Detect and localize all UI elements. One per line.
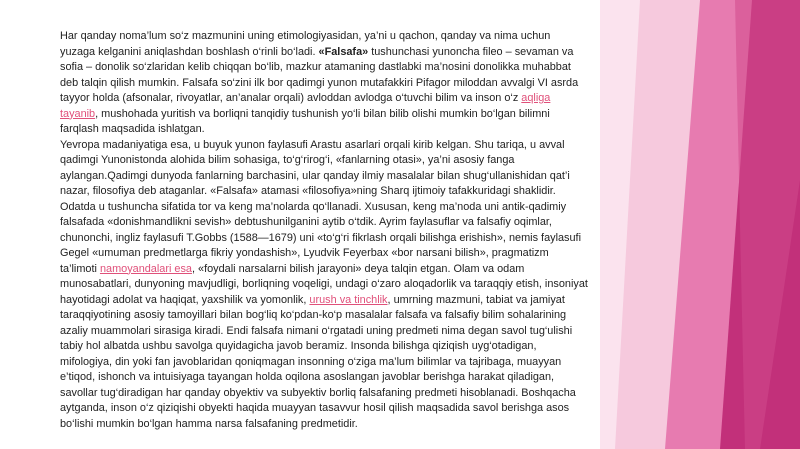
falsafa-term-bold: «Falsafa» xyxy=(318,45,369,58)
link-namoyandalari-esa[interactable]: namoyandalari esa xyxy=(99,262,192,275)
paragraph-2 xyxy=(60,138,588,433)
paragraph-2-part-2: , «foydali narsalarni bilish jarayoni» deya talqin etgan. Olam va odam munosabatlari, dunyoning mavjudligi, borliqning voqeligi, undagi o‘zaro aloqadorlik va taraqqiy etish, insoniyat hayotidagi adolat va haqiqat, yaxshilik va yomonlik, xyxy=(60,262,588,306)
paragraph-2-part-3: , umrning mazmuni, tabiat va jamiyat taraqqiyotining asosiy tamoyillari bilan bog‘liq ko‘pdan-ko‘p masalalar falsafa va falsafiy bilim sohalarining azaliy muammolari sirasiga kiradi. Endi falsafa nimani o‘rgatadi uning predmeti nima degan savol tug‘ulishi tabiy hol albatda ushbu savolga quyidagicha javob beramiz. Insonda bilishga qiziqish uyg‘otadigan, mifologiya, din yoki fan javoblaridan qoniqmagan insonning o‘ziga ma’lum bilimlar va tajribaga, muayyan e’tiqod, ishonch va intuisiyaga tayangan holda oqilona asoslangan javoblar berishga harakat qiladigan, savollar tug‘diradigan har qanday obyektiv va subyektiv borliq falsafaning predmeti hisoblanadi. Boshqacha aytganda, inson o‘z qiziqishi obyekti haqida muayyan tasavvur hosil qilish maqsadida savol berishga asos bo‘lishi mumkin bo‘lgan hamma narsa falsafaning predmetidir. xyxy=(60,293,576,430)
body-text xyxy=(60,29,588,432)
paragraph-1-part-1: Har qanday noma’lum so‘z mazmunini uning etimologiyasidan, ya’ni u qachon, qanday va nima uchun yuzaga kelganini aniqlashdan boshlash o‘rinli bo‘ladi. xyxy=(60,30,551,58)
link-aqliga-tayanib[interactable]: aqliga tayanib xyxy=(60,92,551,120)
paragraph-1 xyxy=(60,29,588,138)
paragraph-1-part-2: tushunchasi yunoncha fileo – sevaman va sofia – donolik so‘zlaridan kelib chiqqan bo‘lib, mazkur atamaning dastlabki ma’nosini donolikka muhabbat deb talqin qilish mumkin. Falsafa so‘zini ilk bor qadimgi yunon mutafakkiri Pifagor miloddan avvalgi VI asrda tayyor holda (afsonalar, rivoyatlar, an’analar orqali) avloddan avlodga o‘tuvchi bilim va inson o‘z xyxy=(60,45,579,104)
paragraph-1-part-3: , mushohada yuritish va borliqni tanqidiy tushunish yo‘li bilan bilib olishi mumkin bo‘lgan bilimni farqlash maqsadida ishlatgan. xyxy=(60,107,550,135)
paragraph-2-part-1: Yevropa madaniyatiga esa, u buyuk yunon faylasufi Arastu asarlari orqali kirib kelgan. Shu tariqa, u avval qadimgi Yunonistonda alohida bilim sohasiga, to‘g‘rirog‘i, «fanlarning otasi», ya’ni asosiy fanga aylangan.Qadimgi dunyoda fanlarning barchasini, ular qanday ilmiy masalalar bilan shug‘ullanishidan qat’i nazar, filosofiya deb ataganlar. «Falsafa» atamasi «filosofiya»ning Sharq ijtimoiy tafakkuridagi shaklidir. Odatda u tushuncha sifatida tor va keng ma’nolarda qo‘llanadi. Xususan, keng ma’noda uni antik-qadimiy falsafada «donishmandlikni sevish» debtushunilganini aytib o‘tdik. Ayrim faylasuflar va falsafiy oqimlar, chunonchi, ingliz faylasufi T.Gobbs (1588—1679) uni «to‘g‘ri fikrlash orqali bilishga erishish», nemis faylasufi Gegel «umuman predmetlarga fikriy yondashish», Lyudvik Feyerbax «bor narsani bilish», pragmatizm ta’limoti xyxy=(60,138,582,275)
link-urush-va-tinchlik[interactable]: urush va tinchlik xyxy=(309,293,388,306)
